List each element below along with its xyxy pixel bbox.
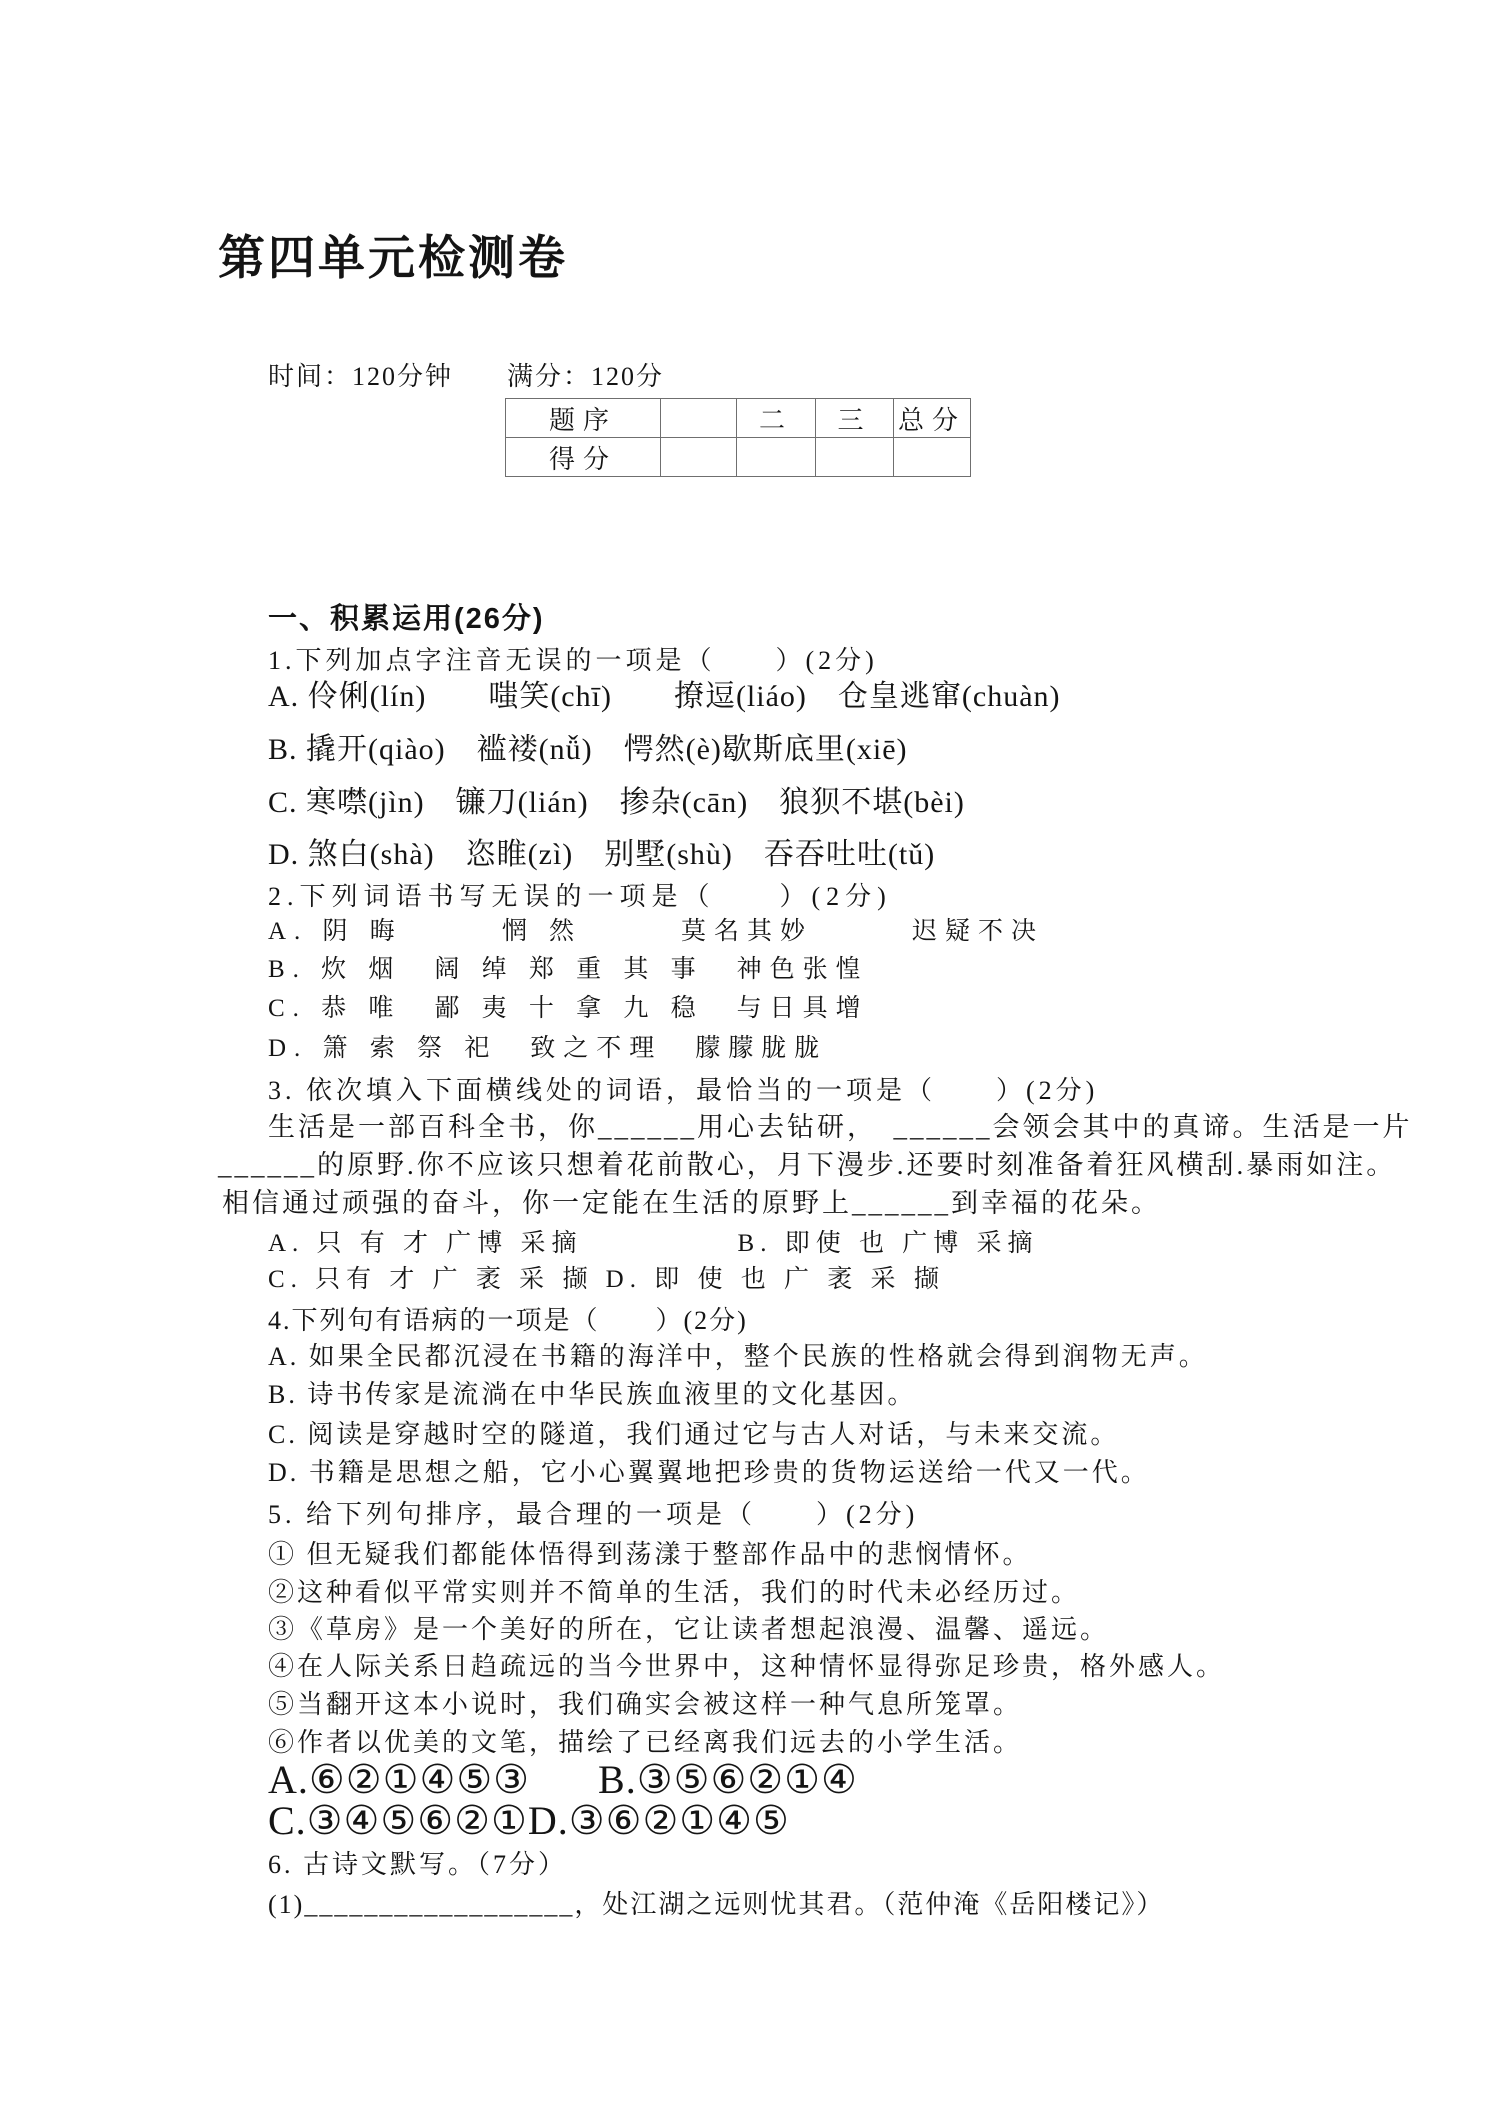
- q2-option-b: B. 炊 烟 阔 绰 郑 重 其 事 神色张惶: [268, 956, 869, 983]
- score-table-cell: 得分: [506, 438, 661, 477]
- q2-option-c: C. 恭 唯 鄙 夷 十 拿 九 稳 与日具增: [268, 995, 869, 1022]
- score-table-score-row: [506, 438, 971, 477]
- score-table-header-row: [506, 399, 971, 438]
- score-table-cell: [737, 438, 816, 477]
- score-table-cell: [894, 438, 971, 477]
- q2-stem: 2.下列词语书写无误的一项是（ ）(2分): [268, 882, 892, 911]
- q6-stem: 6. 古诗文默写。（7分）: [268, 1850, 568, 1879]
- q5-sentence-3: ③《草房》是一个美好的所在，它让读者想起浪漫、温馨、遥远。: [268, 1615, 1110, 1644]
- score-table: [505, 398, 971, 477]
- q3-option-line-ab: A. 只 有 才 广博 采摘 B. 即使 也 广博 采摘: [268, 1230, 1039, 1257]
- q4-option-d: D. 书籍是思想之船，它小心翼翼地把珍贵的货物运送给一代又一代。: [268, 1458, 1150, 1487]
- q1-stem: 1.下列加点字注音无误的一项是（ ）(2分): [268, 646, 878, 675]
- score-table-cell: 二: [737, 399, 816, 438]
- q1-option-d: D. 煞白(shà) 恣睢(zì) 别墅(shù) 吞吞吐吐(tǔ): [268, 838, 936, 871]
- q5-sentence-4: ④在人际关系日趋疏远的当今世界中，这种情怀显得弥足珍贵，格外感人。: [268, 1652, 1226, 1681]
- q4-option-b: B. 诗书传家是流淌在中华民族血液里的文化基因。: [268, 1380, 917, 1409]
- q5-sentence-1: ① 但无疑我们都能体悟得到荡漾于整部作品中的悲悯情怀。: [268, 1540, 1032, 1569]
- q4-option-c: C. 阅读是穿越时空的隧道，我们通过它与古人对话，与未来交流。: [268, 1420, 1120, 1449]
- score-table-cell: 三: [816, 399, 894, 438]
- page-title: 第四单元检测卷: [218, 233, 568, 285]
- q4-option-a: A. 如果全民都沉浸在书籍的海洋中，整个民族的性格就会得到润物无声。: [268, 1342, 1208, 1371]
- q1-option-b: B. 撬开(qiào) 褴褛(nǚ) 愕然(è)歇斯底里(xiē): [268, 733, 908, 766]
- q3-stem: 3. 依次填入下面横线处的词语，最恰当的一项是（ ）(2分): [268, 1076, 1099, 1105]
- q4-stem: 4.下列句有语病的一项是（ ）(2分): [268, 1306, 748, 1335]
- exam-time-label: 时间：120分钟: [268, 362, 454, 391]
- q2-option-a: A. 阴 晦 惘 然 莫名其妙 迟疑不决: [268, 918, 1045, 945]
- q6-blank-line-1: (1)__________________，处江湖之远则忧其君。（范仲淹《岳阳楼记》）: [268, 1890, 1165, 1919]
- q5-answer-line-2: C.③④⑤⑥②①D.③⑥②①④⑤: [268, 1798, 790, 1843]
- score-table-cell: 总分: [894, 399, 971, 438]
- score-table-cell: [661, 399, 737, 438]
- q5-stem: 5. 给下列句排序，最合理的一项是（ ）(2分): [268, 1500, 919, 1529]
- q2-option-d: D. 箫 索 祭 祀 致之不理 朦朦胧胧: [268, 1035, 828, 1062]
- q3-paragraph-line: 生活是一部百科全书，你______用心去钻研， ______会领会其中的真谛。生活是一片: [268, 1112, 1413, 1142]
- score-table-cell: [816, 438, 894, 477]
- q5-answer-a: A.⑥②①④⑤③: [268, 1757, 531, 1802]
- score-table-cell: 题序: [506, 399, 661, 438]
- q5-sentence-2: ②这种看似平常实则并不简单的生活，我们的时代未必经历过。: [268, 1578, 1081, 1607]
- score-table-cell: [661, 438, 737, 477]
- exam-full-score-label: 满分：120分: [507, 362, 665, 391]
- q5-answer-b: B.③⑤⑥②①④: [598, 1757, 858, 1802]
- section-heading: 一、积累运用(26分): [268, 603, 545, 635]
- q5-sentence-6: ⑥作者以优美的文笔，描绘了已经离我们远去的小学生活。: [268, 1728, 1023, 1757]
- q1-option-c: C. 寒噤(jìn) 镰刀(lián) 掺杂(cān) 狼狈不堪(bèi): [268, 786, 965, 819]
- q5-sentence-5: ⑤当翻开这本小说时，我们确实会被这样一种气息所笼罩。: [268, 1690, 1023, 1719]
- q3-paragraph-line: 相信通过顽强的奋斗，你一定能在生活的原野上______到幸福的花朵。: [222, 1188, 1161, 1218]
- q3-paragraph-line: ______的原野.你不应该只想着花前散心，月下漫步.还要时刻准备着狂风横刮.暴雨如注。: [218, 1150, 1397, 1180]
- q5-answer-line-1: [268, 1757, 858, 1803]
- q3-option-line-cd: C. 只有 才 广 袤 采 撷 D. 即 使 也 广 袤 采 撷: [268, 1266, 945, 1293]
- q1-option-a: A. 伶俐(lín) 嗤笑(chī) 撩逗(liáo) 仓皇逃窜(chuàn): [268, 680, 1061, 713]
